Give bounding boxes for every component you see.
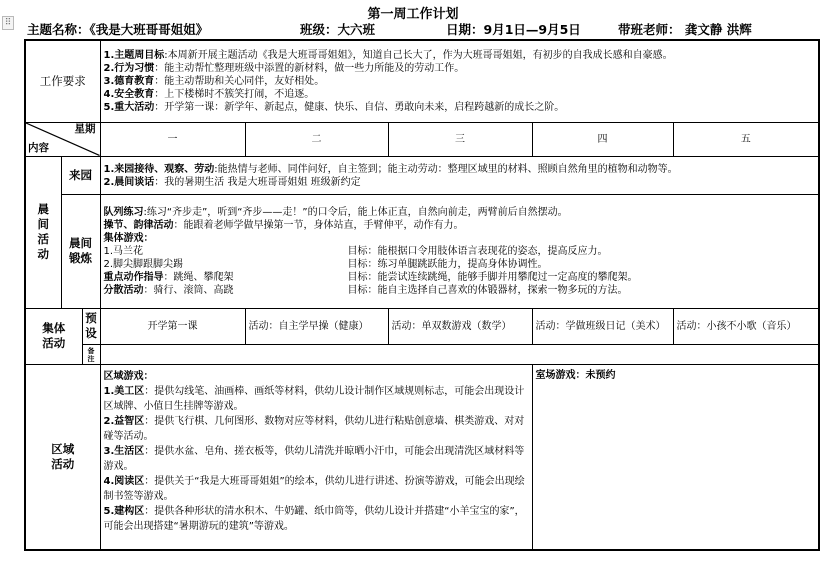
queue-practice: 队列练习:练习“齐步走”，听到“齐步——走！”的口令后，能上体正直，自然向前走，两臂前后自然摆动。: [103, 206, 568, 218]
table-move-handle[interactable]: ⠿: [2, 16, 14, 30]
preset-label: 预设: [82, 308, 100, 344]
group-activity-tue: 活动：自主学早操（健康）: [245, 308, 388, 344]
page-title: 第一周工作计划: [367, 7, 459, 22]
requirement-item: 4.安全教育：上下楼梯时不簇笑打闹，不追逐。: [103, 89, 315, 101]
requirement-item: 5.重大活动：开学第一课：新学年、新起点，健康、快乐、自信、勇敢向未来，启程跨越新的成长之阶。: [103, 102, 565, 114]
note-label: 备注: [82, 345, 100, 365]
outdoor-game: 室场游戏：未预约: [532, 365, 819, 550]
arrival-item: 1.来园接待、观察、劳动:能热情与老师、同伴问好，自主签到；能主动劳动：整理区域里的材料、照顾自然角里的植物和动物等。: [103, 163, 678, 175]
region-item: 2.益智区：提供飞行棋、几何图形、数物对应等材料，供幼儿进行粘贴创意墙、棋类游戏、对对碰等活动。: [103, 416, 525, 443]
scatter-activity: 分散活动：骑行、滚筒、高跷 目标：能自主选择自己喜欢的体锻器材，探索一物多玩的方法。: [103, 284, 628, 296]
arrival-item: 2.晨间谈话：我的暑期生活 我是大班哥哥姐姐 班级新约定: [103, 176, 361, 188]
requirement-item: 2.行为习惯：能主动帮忙整理班级中添置的新材料，做一些力所能及的劳动工作。: [103, 63, 465, 75]
date-range: 日期：9月1日—9月5日: [446, 22, 581, 37]
group-activity-mon: 开学第一课: [100, 308, 245, 344]
arrival-label: 来园: [61, 156, 100, 194]
group-activity-thu: 活动：学做班级日记（美术）: [532, 308, 673, 344]
exercise-content: [100, 195, 819, 308]
region-head: 区域游戏：: [103, 371, 154, 383]
day-monday: 一: [100, 123, 245, 156]
day-wednesday: 三: [388, 123, 532, 156]
requirements-label: 工作要求: [25, 40, 100, 123]
game-item: 1.马兰花 目标：能根据口令用肢体语言表现花的姿态，提高反应力。: [103, 245, 608, 257]
group-activity-label: 集体活动: [25, 308, 82, 365]
group-games-head: 集体游戏：: [103, 232, 154, 244]
group-activity-wed: 活动：单双数游戏（数学）: [388, 308, 532, 344]
region-content: [100, 365, 532, 550]
class-name: 班级：大六班: [300, 22, 376, 37]
weekly-plan-table: [24, 39, 820, 551]
region-item: 3.生活区：提供水盆、皂角、搓衣板等，供幼儿清洗并晾晒小汗巾，可能会出现清洗区域材料等游戏。: [103, 446, 525, 473]
content-label: 内容: [28, 141, 49, 154]
region-item: 4.阅读区：提供关于“我是大班哥哥姐姐”的绘本，供幼儿进行讲述、扮演等游戏，可能会出现绘制书签等游戏。: [103, 476, 525, 503]
requirements-content: [100, 40, 819, 123]
exercise-label: 晨间锻炼: [61, 195, 100, 308]
morning-activity-label: 晨间活动: [25, 156, 61, 308]
requirement-item: 1.主题周目标:本周新开展主题活动《我是大班哥哥姐姐》，知道自己长大了，作为大班哥哥姐姐，有初步的自我成长感和自豪感。: [103, 50, 673, 62]
day-friday: 五: [673, 123, 819, 156]
region-item: 5.建构区：提供各种形状的清水积木、牛奶罐、纸巾筒等，供幼儿设计并搭建“小羊宝宝的家”，可能会出现搭建“暑期游玩的建筑”等游戏。: [103, 506, 525, 533]
day-tuesday: 二: [245, 123, 388, 156]
focus-movement: 重点动作指导：跳绳、攀爬架 目标：能尝试连续跳绳，能够手脚并用攀爬过一定高度的攀爬架。: [103, 271, 638, 283]
requirement-item: 3.德育教育：能主动帮助和关心同伴，友好相处。: [103, 76, 325, 88]
teacher-names: 带班老师： 龚文静 洪辉: [618, 22, 752, 37]
drill-activity: 操节、韵律活动：能跟着老师学做早操第一节，身体站直，手臂伸平，动作有力。: [103, 219, 464, 231]
note-content: [100, 345, 819, 365]
day-thursday: 四: [532, 123, 673, 156]
theme-name: 主题名称：《我是大班哥哥姐姐》: [27, 22, 209, 37]
game-item: 2.脚尖脚跟脚尖踢 目标：练习单腿跳跃能力，提高身体协调性。: [103, 258, 548, 270]
arrival-content: [100, 156, 819, 194]
region-item: 1.美工区：提供勾线笔、油画棒、画纸等材料，供幼儿设计制作区域规则标志，可能会出现设计区域牌、小值日生挂牌等游戏。: [103, 386, 525, 413]
group-activity-fri: 活动：小孩不小歌（音乐）: [673, 308, 819, 344]
region-activity-label: 区域活动: [25, 365, 100, 550]
weekday-corner-cell: [25, 123, 100, 156]
weekday-label: 星期: [74, 123, 96, 136]
